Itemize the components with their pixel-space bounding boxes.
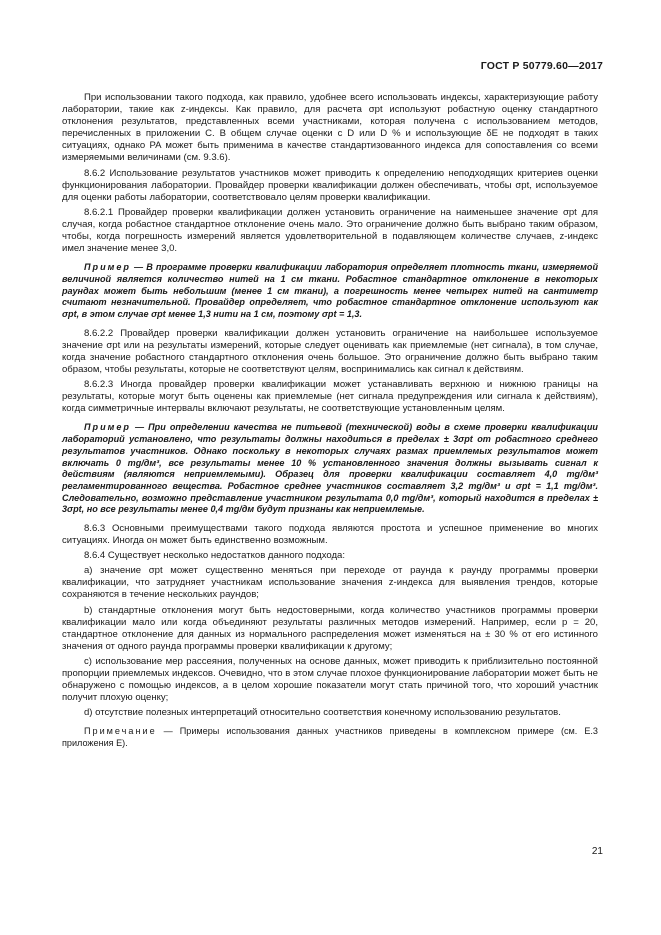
example-text: — В программе проверки квалификации лаборатория определяет плотность ткани, измеряемой величиной является количество нитей на 1 см ткани. Робастное стандартное отклонение в некоторых раундах может быть небольшим (менее 1 см ткани), а погрешность менее четырех нитей на сантиметр считают незначительной. Провайдер определяет, что робастное стандартное отклонение используют как σpt, в этом случае σpt менее 1,3 нити на 1 см, поэтому σpt = 1,3.: [62, 262, 598, 320]
document-body: [62, 92, 598, 753]
note-paragraph: [62, 726, 598, 749]
example-lead: Пример: [84, 422, 131, 433]
list-item: c) использование мер рассеяния, полученных на основе данных, может приводить к приблизительно постоянной пропорции приемлемых индексов. Очевидно, что в этом случае плохое функционирование лаборатории может быть не обнаружено с помощью индексов, а в целом хорошие показатели могут стать причиной того, что хороший участник получит плохую оценку;: [62, 655, 598, 704]
paragraph: 8.6.2.1 Провайдер проверки квалификации должен установить ограничение на наименьшее значение σpt для случая, когда робастное стандартное отклонение очень мало. Это ограничение должно быть выбрано таким образом, чтобы, когда погрешность измерений является удовлетворительной в подавляющем количестве случаев, z-индекс имел значение менее 3,0.: [62, 206, 598, 255]
example-paragraph: [62, 262, 598, 321]
list-item: d) отсутствие полезных интерпретаций относительно соответствия конечному использованию результатов.: [84, 707, 561, 719]
example-paragraph: [62, 422, 598, 516]
note-text: — Примеры использования данных участников приведены в комплексном примере (см. Е.3 приложения Е).: [62, 726, 598, 749]
page-number: 21: [591, 846, 603, 857]
paragraph: 8.6.2 Использование результатов участников может приводить к определению неподходящих критериев оценки функционирования лаборатории. Провайдер проверки квалификации должен обеспечивать, чтобы σpt, используемое для оценки работы лаборатории, соответствовало целям проверки квалификации.: [62, 167, 598, 203]
example-text: — При определении качества не питьевой (технической) воды в схеме проверки квалификации лабораторий установлено, что результаты должны находиться в пределах ± 3σpt от робастного среднего результатов участников. Однако поскольку в некоторых случаях размах приемлемых результатов может включать 0 mg/дм³, все результаты менее 10 % установленного значения должны вызывать сигнал к действиям (являются неприемлемыми). Образец для проверки квалификации составляет 4,0 mg/дм³ регламентированного вещества. Робастное среднее участников составляет 3,2 mg/дм³ и σpt = 1,1 mg/дм³. Следовательно, возможно представление участником результата 0,0 mg/дм³, который находится в пределах ± 3σpt, но все результаты менее 0,4 mg/дм будут признаны как неприемлемые.: [62, 422, 598, 515]
list-item: b) стандартные отклонения могут быть недостоверными, когда количество участников программы проверки квалификации мало или когда объединяют результаты различных методов измерений. Например, если p = 20, стандартное отклонение для данных из нормального распределения может изменяться на ± 30 % от его истинного значения от одного раунда программы проверки квалификации к другому;: [62, 604, 598, 652]
paragraph: 8.6.3 Основными преимуществами такого подхода являются простота и успешное применение во многих ситуациях. Иногда он может быть единственно возможным.: [62, 523, 598, 547]
note-lead: Примечание: [84, 726, 157, 737]
paragraph: 8.6.4 Существует несколько недостатков данного подхода:: [84, 550, 346, 562]
paragraph: 8.6.2.3 Иногда провайдер проверки квалификации может устанавливать верхнюю и нижнюю границы на результаты, которые могут быть оценены как приемлемые (нет сигнала предупреждения или сигнала к действиям), когда симметричные интервалы включают результаты, не соответствующие установленным целям.: [62, 379, 598, 415]
example-lead: Пример: [84, 262, 131, 273]
paragraph: 8.6.2.2 Провайдер проверки квалификации должен установить ограничение на наибольшее используемое значение σpt или на результаты измерений, которые следует оценивать как приемлемые (нет сигнала), в том случае, когда значение робастного стандартного отклонения очень большое. Это ограничение должно быть выбрано таким образом, чтобы результаты, которые не соответствуют целям, воспринимались как сигнал к действиям.: [62, 327, 598, 376]
document-header: ГОСТ Р 50779.60—2017: [480, 60, 603, 72]
paragraph: При использовании такого подхода, как правило, удобнее всего использовать индексы, характеризующие работу лаборатории, такие как z-индексы. Как правило, для расчета σpt используют робастную оценку стандартного отклонения результатов, представленных всеми участниками, которая получена с использованием методов, перечисленных в приложении С. В общем случае оценки с D или D % и использующие δE не подходят в таких ситуациях, однако PA может быть применима в качестве стандартизованного индекса для сопоставления со всеми измеряемыми величинами (см. 9.3.6).: [62, 92, 598, 164]
list-item: a) значение σpt может существенно меняться при переходе от раунда к раунду программы проверки квалификации, что затрудняет участникам использование значения z-индекса для выявления трендов, которые сохраняются в течение нескольких раундов;: [62, 565, 598, 601]
